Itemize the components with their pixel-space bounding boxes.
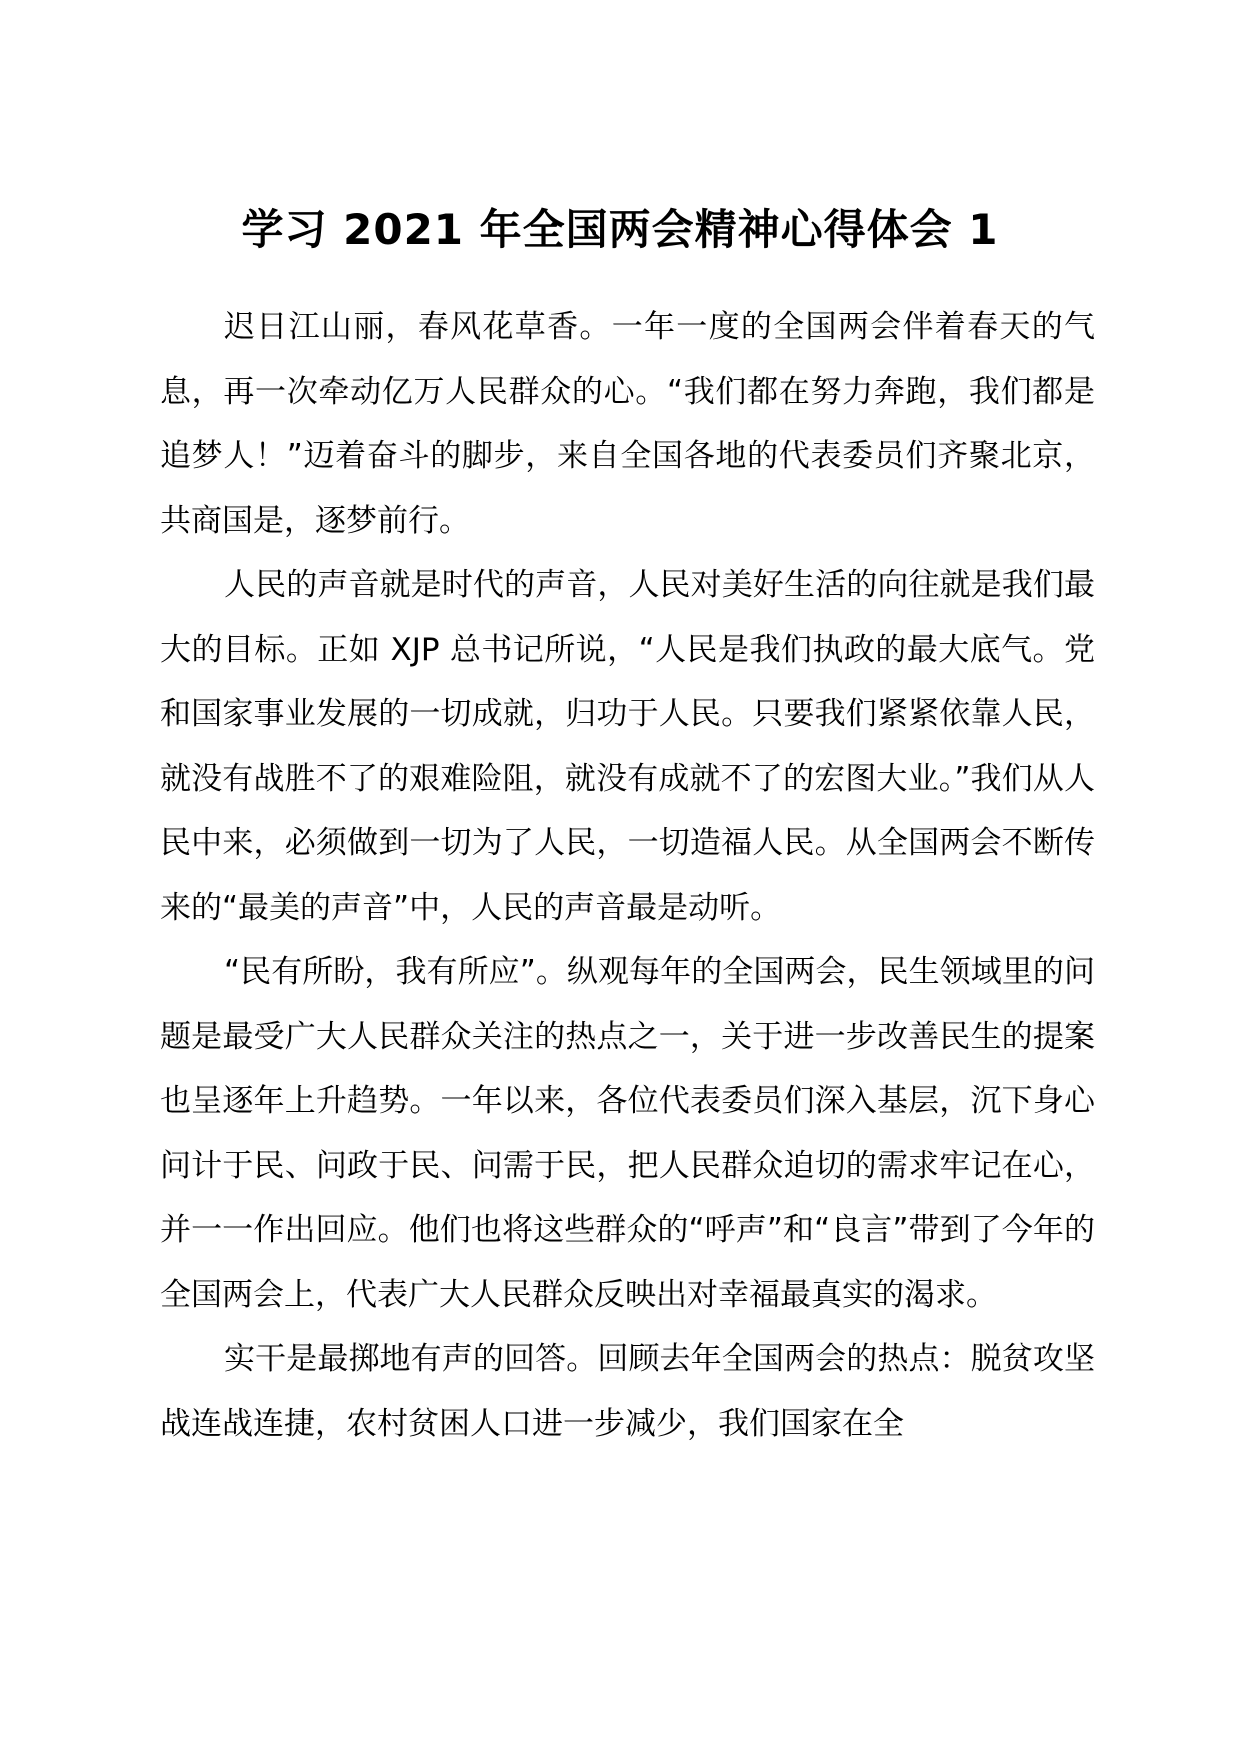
document-body: [160, 295, 1095, 1456]
paragraph: 迟日江山丽，春风花草香。一年一度的全国两会伴着春天的气息，再一次牵动亿万人民群众的心。“我们都在努力奔跑，我们都是追梦人！”迈着奋斗的脚步，来自全国各地的代表委员们齐聚北京，共商国是，逐梦前行。: [160, 309, 1095, 539]
paragraph: 人民的声音就是时代的声音，人民对美好生活的向往就是我们最大的目标。正如 XJP 总书记所说，“人民是我们执政的最大底气。党和国家事业发展的一切成就，归功于人民。只要我们紧紧依靠人民，就没有战胜不了的艰难险阻，就没有成就不了的宏图大业。”我们从人民中来，必须做到一切为了人民，一切造福人民。从全国两会不断传来的“最美的声音”中，人民的声音最是动听。: [160, 567, 1095, 926]
document-title: 学习 2021 年全国两会精神心得体会 1: [241, 205, 999, 254]
paragraph: “民有所盼，我有所应”。纵观每年的全国两会，民生领域里的问题是最受广大人民群众关注的热点之一，关于进一步改善民生的提案也呈逐年上升趋势。一年以来，各位代表委员们深入基层，沉下身心问计于民、问政于民、问需于民，把人民群众迫切的需求牢记在心，并一一作出回应。他们也将这些群众的“呼声”和“良言”带到了今年的全国两会上，代表广大人民群众反映出对幸福最真实的渴求。: [160, 954, 1095, 1313]
paragraph: 实干是最掷地有声的回答。回顾去年全国两会的热点：脱贫攻坚战连战连捷，农村贫困人口进一步减少，我们国家在全: [160, 1341, 1095, 1442]
